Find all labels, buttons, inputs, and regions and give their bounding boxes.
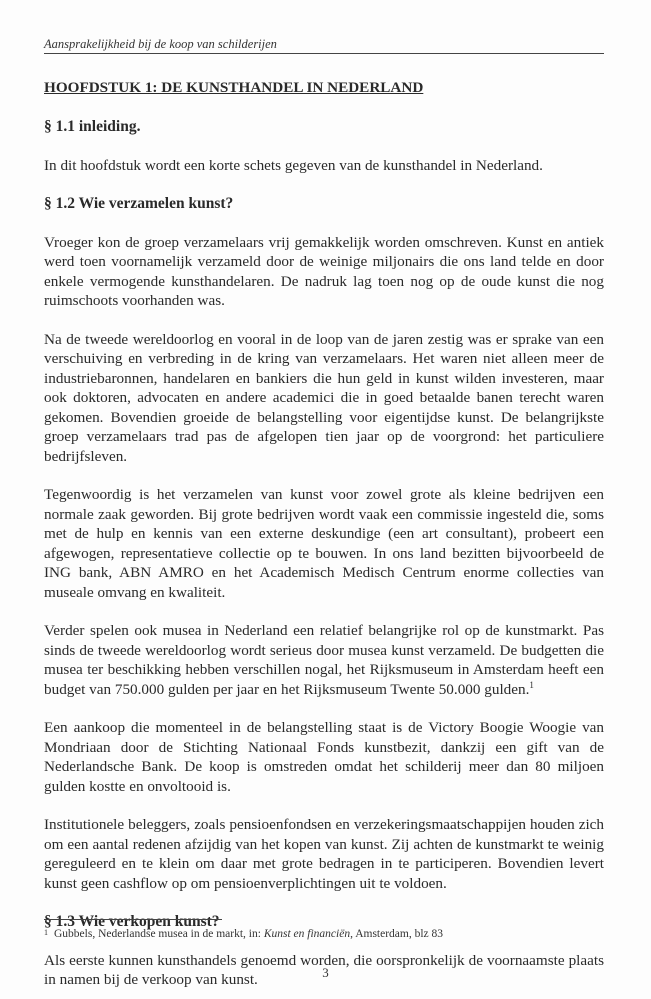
page-number: 3: [322, 965, 329, 980]
footnote-text-before: Gubbels, Nederlandse musea in de markt, in:: [54, 928, 264, 940]
section-heading-1-1: § 1.1 inleiding.: [44, 118, 141, 135]
paragraph-sellers: Als eerste kunnen kunsthandels genoemd worden, die oorspronkelijk de voornaamste plaats in namen bij de verkoop van kunst.: [44, 951, 604, 988]
footnote-reference[interactable]: 1: [529, 679, 534, 690]
page-content: [44, 78, 604, 990]
paragraph-collectors-past: Vroeger kon de groep verzamelaars vrij gemakkelijk worden omschreven. Kunst en antiek werd toen voornamelijk verzameld door de weinige miljonairs die ons land telde en door enkele vermogende kunsthandelaren. De nadruk lag toen nog op de oude kunst die nog ruimschoots voorhanden was.: [44, 233, 604, 309]
footnote: [44, 928, 443, 940]
section-heading-1-3: § 1.3 Wie verkopen kunst?: [44, 913, 220, 930]
paragraph-postwar: Na de tweede wereldoorlog en vooral in de loop van de jaren zestig was er sprake van een verschuiving en verbreding in de kring van verzamelaars. Het waren niet alleen meer de industriebaronnen, handelaren en bankiers die hun geld in kunst wilden investeren, maar ook doktoren, advocaten en andere academici die in goed betaalde banen terecht waren gekomen. Bovendien groeide de belangstelling voor eigentijdse kunst. De belangrijkste groep verzamelaars trad pas de afgelopen tien jaar op de voorgrond: het particuliere bedrijfsleven.: [44, 330, 604, 465]
running-header: Aansprakelijkheid bij de koop van schilderijen: [44, 37, 277, 51]
header-rule: [44, 53, 604, 54]
footnote-text-after: , Amsterdam, blz 83: [350, 928, 444, 940]
section-heading-1-2: § 1.2 Wie verzamelen kunst?: [44, 195, 234, 212]
chapter-title: HOOFDSTUK 1: DE KUNSTHANDEL IN NEDERLAND: [44, 79, 424, 96]
paragraph-intro: In dit hoofdstuk wordt een korte schets gegeven van de kunsthandel in Nederland.: [44, 156, 543, 174]
paragraph-victory-boogie-woogie: Een aankoop die momenteel in de belangstelling staat is de Victory Boogie Woogie van Mondriaan door de Stichting Nationaal Fonds kunstbezit, dankzij een gift van de Nederlandsche Bank. De koop is omstreden omdat het schilderij meer dan 80 miljoen gulden kostte en onvoltooid is.: [44, 719, 604, 795]
paragraph-companies: Tegenwoordig is het verzamelen van kunst voor zowel grote als kleine bedrijven een normale zaak geworden. Bij grote bedrijven wordt vaak een commissie ingesteld die, soms met de hulp en kennis van een externe deskundige (een art consultant), probeert een afgewogen, representatieve collectie op te bouwen. In ons land bezitten bijvoorbeeld de ING bank, ABN AMRO en het Academisch Medisch Centrum enorme collecties van museale omvang en kwaliteit.: [44, 486, 604, 601]
footnote-source-title: Kunst en financiën: [263, 928, 351, 940]
paragraph-institutional-investors: Institutionele beleggers, zoals pensioenfondsen en verzekeringsmaatschappijen houden zich om een aantal redenen afzijdig van het kopen van kunst. Zij achten de kunstmarkt te weinig gereguleerd en te klein om daar met grote bedragen in te participeren. Bovendien levert kunst geen cashflow op om pensioenverplichtingen uit te voldoen.: [44, 816, 604, 892]
footnote-separator: [44, 919, 222, 920]
paragraph-museums-text: Verder spelen ook musea in Nederland een relatief belangrijke rol op de kunstmarkt. Pas sinds de tweede wereldoorlog wordt serieus door musea kunst verzameld. De budgetten die musea ter beschikking hebben verschillen nogal, het Rijksmuseum in Amsterdam heeft een budget van 750.000 gulden per jaar en het Rijksmuseum Twente 50.000 gulden.: [44, 622, 604, 698]
paragraph-museums: [44, 621, 604, 699]
footnote-number: 1: [44, 928, 48, 937]
